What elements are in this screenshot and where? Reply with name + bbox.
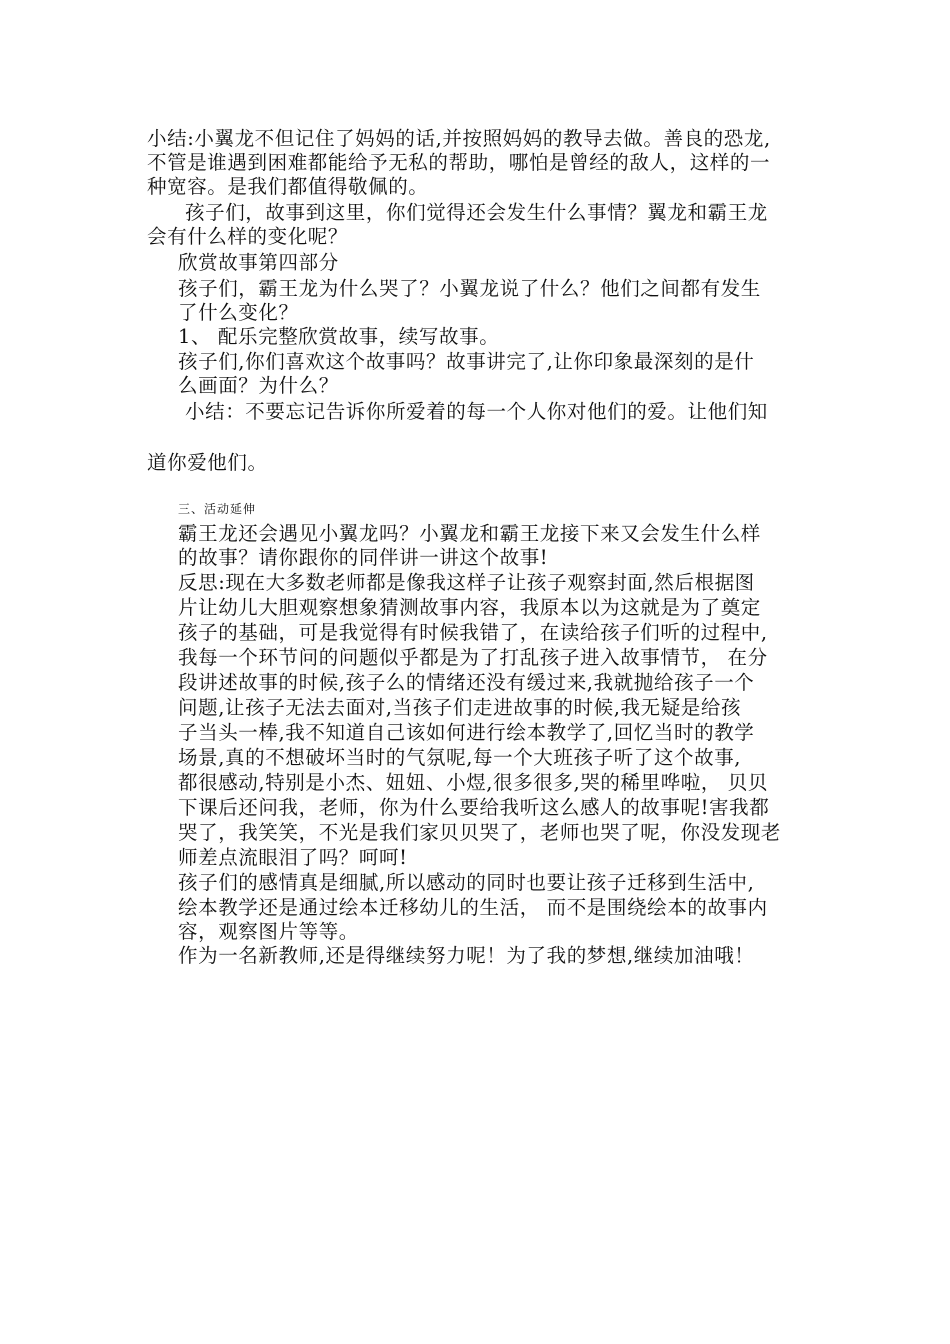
summary1-line-2: 不管是谁遇到困难都能给予无私的帮助，哪怕是曾经的敌人，这样的一 — [147, 151, 771, 174]
closing-line: 作为一名新教师,还是得继续努力呢！为了我的梦想,继续加油哦！ — [178, 944, 755, 967]
reflection-line-11: 哭了，我笑笑，不光是我们家贝贝哭了，老师也哭了呢，你没发现老 — [178, 821, 782, 844]
extension-line-1: 霸王龙还会遇见小翼龙吗？小翼龙和霸王龙接下来又会发生什么样 — [178, 522, 761, 545]
question2-line-2: 了什么变化？ — [178, 301, 299, 324]
question3-line-2: 么画面？为什么？ — [178, 374, 339, 397]
reflection-line-5: 段讲述故事的时候,孩子么的情绪还没有缓过来,我就抛给孩子一个 — [178, 671, 755, 694]
reflection-line-4: 我每一个环节问的问题似乎都是为了打乱孩子进入故事情节， 在分 — [178, 646, 768, 669]
summary1-line-1: 小结:小翼龙不但记住了妈妈的话,并按照妈妈的教导去做。善良的恐龙, — [147, 127, 771, 150]
step1: 1、 配乐完整欣赏故事，续写故事。 — [178, 325, 500, 348]
emotion-line-2: 绘本教学还是通过绘本迁移幼儿的生活， 而不是围绕绘本的故事内 — [178, 896, 768, 919]
reflection-line-10: 下课后还问我，老师，你为什么要给我听这么感人的故事呢!害我都 — [178, 796, 770, 819]
reflection-line-8: 场景,真的不想破坏当时的气氛呢,每一个大班孩子听了这个故事, — [178, 746, 742, 769]
part4-title: 欣赏故事第四部分 — [178, 251, 339, 274]
reflection-line-6: 问题,让孩子无法去面对,当孩子们走进故事的时候,我无疑是给孩 — [178, 696, 742, 719]
reflection-line-9: 都很感动,特别是小杰、妞妞、小煜,很多很多,哭的稀里哗啦， 贝贝 — [178, 771, 768, 794]
summary2-line-1: 小结：不要忘记告诉你所爱着的每一个人你对他们的爱。让他们知 — [185, 400, 768, 423]
summary2-line-2: 道你爱他们。 — [147, 451, 268, 474]
extension-line-2: 的故事？请你跟你的同伴讲一讲这个故事! — [178, 546, 549, 569]
reflection-line-12: 师差点流眼泪了吗？呵呵! — [178, 846, 408, 869]
question1-line-1: 孩子们，故事到这里，你们觉得还会发生什么事情？翼龙和霸王龙 — [185, 201, 768, 224]
reflection-line-3: 孩子的基础，可是我觉得有时候我错了，在读给孩子们听的过程中, — [178, 621, 768, 644]
reflection-line-1: 反思:现在大多数老师都是像我这样子让孩子观察封面,然后根据图 — [178, 571, 755, 594]
emotion-line-3: 容，观察图片等等。 — [178, 920, 359, 943]
emotion-line-1: 孩子们的感情真是细腻,所以感动的同时也要让孩子迁移到生活中, — [178, 871, 755, 894]
reflection-line-2: 片让幼儿大胆观察想象猜测故事内容，我原本以为这就是为了奠定 — [178, 596, 761, 619]
question1-line-2: 会有什么样的变化呢？ — [147, 225, 349, 248]
question3-line-1: 孩子们,你们喜欢这个故事吗？故事讲完了,让你印象最深刻的是什 — [178, 350, 755, 373]
summary1-line-3: 种宽容。是我们都值得敬佩的。 — [147, 175, 429, 198]
section3-heading: 三、活动延伸 — [178, 502, 257, 516]
reflection-line-7: 子当头一棒,我不知道自己该如何进行绘本教学了,回忆当时的教学 — [178, 721, 755, 744]
question2-line-1: 孩子们，霸王龙为什么哭了？小翼龙说了什么？他们之间都有发生 — [178, 277, 761, 300]
